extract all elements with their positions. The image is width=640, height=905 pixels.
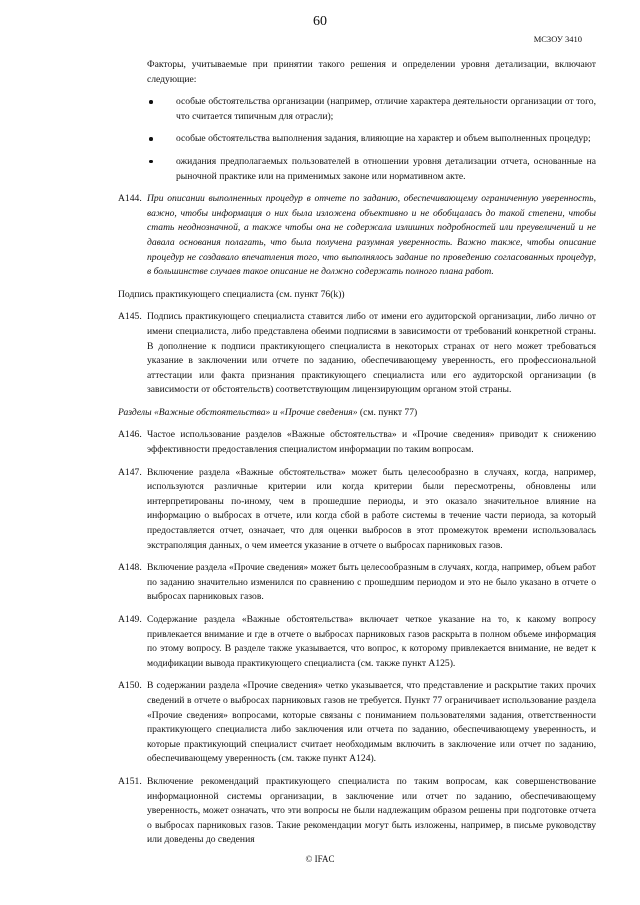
list-item: особые обстоятельства выполнения задания, влияющие на характер и объем выполненных процедур; xyxy=(147,132,596,147)
section-heading-signature: Подпись практикующего специалиста (см. пункт 76(k)) xyxy=(118,288,345,300)
section-heading-sections xyxy=(118,406,596,421)
paragraph-text: Включение раздела «Прочие сведения» может быть целесообразным в случаях, когда, например, объем работ по заданию значительно изменился по сравнению с прошедшим периодом и это не было указано в отчете о выбросах парниковых газов. xyxy=(147,562,596,603)
list-item: особые обстоятельства организации (например, отличие характера деятельности организации от того, что считается типичным для отрасли); xyxy=(147,95,596,124)
paragraph-number: A150. xyxy=(118,680,142,692)
paragraph-a148 xyxy=(118,561,596,605)
paragraph-a145 xyxy=(118,310,596,398)
list-item: ожидания предполагаемых пользователей в отношении уровня детализации отчета, основанные на рыночной практике или на применимых законе или нормативном акте. xyxy=(147,155,596,184)
factor-list xyxy=(147,95,596,184)
section-heading-title: Разделы «Важные обстоятельства» и «Прочие сведения» xyxy=(118,406,358,418)
paragraph-number: A151. xyxy=(118,775,142,787)
paragraph-a150 xyxy=(118,679,596,767)
copyright-footer: © IFAC xyxy=(305,854,335,864)
paragraph-text: Содержание раздела «Важные обстоятельства» включает четкое указание на то, к какому вопросу привлекается внимание и где в отчете о выбросах парниковых газов раскрыта в полном объеме информация по этому вопросу. В разделе также указывается, что вопрос, к которому привлекается внимание, не ведет к модификации вывода практикующего специалиста (см. также пункт A125). xyxy=(147,614,596,669)
intro-paragraph: Факторы, учитываемые при принятии такого решения и определении уровня детализации, включают следующие: xyxy=(147,59,596,85)
paragraph-text: Включение раздела «Важные обстоятельства» может быть целесообразно в случаях, когда, например, используются различные критерии или когда критерии были пересмотрены, обновлены или интерпретированы по-иному, чем в прошедшие периоды, и это оказало значительное влияние на информацию о выбросах в отчете, или когда сбой в работе системы в течение части периода, за который предоставляется отчет, означает, что для оценки выбросов в этот промежуток времени использовалась экстраполяция данных, о чем имеется указание в отчете о выбросах парниковых газов. xyxy=(147,466,596,551)
paragraph-text: Подпись практикующего специалиста ставится либо от имени его аудиторской организации, либо лично от имени специалиста, либо представлена обеими подписями в зависимости от требований конкретной страны. В дополнение к подписи практикующего специалиста в некоторых странах от него может требоваться указание в заключении или отчете по заданию, обеспечивающему уверенность, его профессиональной аттестации или факта признания практикующего специалиста или его аудиторской организации (в зависимости от обстоятельств) соответствующим лицензирующим органом этой страны. xyxy=(147,311,596,396)
paragraph-number: A146. xyxy=(118,429,142,441)
document-code: МСЗОУ 3410 xyxy=(533,34,582,44)
paragraph-a146 xyxy=(118,428,596,457)
paragraph-text: При описании выполненных процедур в отчете по заданию, обеспечивающему ограниченную уверенность, важно, чтобы информация о них была изложена объективно и не обобщалась до такой степени, чтобы стать неоднозначной, а также чтобы она не содержала излишних подробностей или преувеличений и не давала основания полагать, что была получена разумная уверенность. Важно также, чтобы описание процедур не создавало впечатления того, что выполнялось задание по проведению согласованных процедур, в большинстве случаев такое описание не должно содержать полного плана работ. xyxy=(147,193,596,278)
section-heading-reference: (см. пункт 77) xyxy=(357,406,418,418)
page-content xyxy=(118,58,596,856)
paragraph-number: A145. xyxy=(118,311,142,323)
paragraph-number: A144. xyxy=(118,193,142,205)
paragraph-a151 xyxy=(118,775,596,848)
paragraph-number: A148. xyxy=(118,562,142,574)
paragraph-a147 xyxy=(118,466,596,554)
paragraph-number: A149. xyxy=(118,614,142,625)
paragraph-a144 xyxy=(118,192,596,280)
paragraph-a149 xyxy=(118,613,596,671)
paragraph-text: Частое использование разделов «Важные обстоятельства» и «Прочие сведения» приводит к снижению эффективности предоставления специалистом информации по таким вопросам. xyxy=(147,429,596,456)
paragraph-text: В содержании раздела «Прочие сведения» четко указывается, что представление и раскрытие таких прочих сведений в отчете о выбросах парниковых газов не требуется. Пункт 77 ограничивает использование раздела «Прочие сведения» вопросами, которые связаны с пониманием пользователями задания, ответственности практикующего специалиста либо заключения или отчета по заданию, обеспечивающему уверенность, и которые практикующий специалист считает необходимым включить в заключение или отчет по заданию, обеспечивающему уверенность (см. также пункт A124). xyxy=(147,680,596,765)
paragraph-number: A147. xyxy=(118,466,142,478)
page-number: 60 xyxy=(313,14,327,29)
paragraph-text: Включение рекомендаций практикующего специалиста по таким вопросам, как совершенствование информационной системы организации, в заключение или отчет по заданию, обеспечивающему уверенность, может означать, что эти вопросы не были надлежащим образом решены при подготовке отчета о выбросах парниковых газов. Такие рекомендации могут быть изложены, например, в письме руководству или доведены до сведения xyxy=(147,775,596,846)
